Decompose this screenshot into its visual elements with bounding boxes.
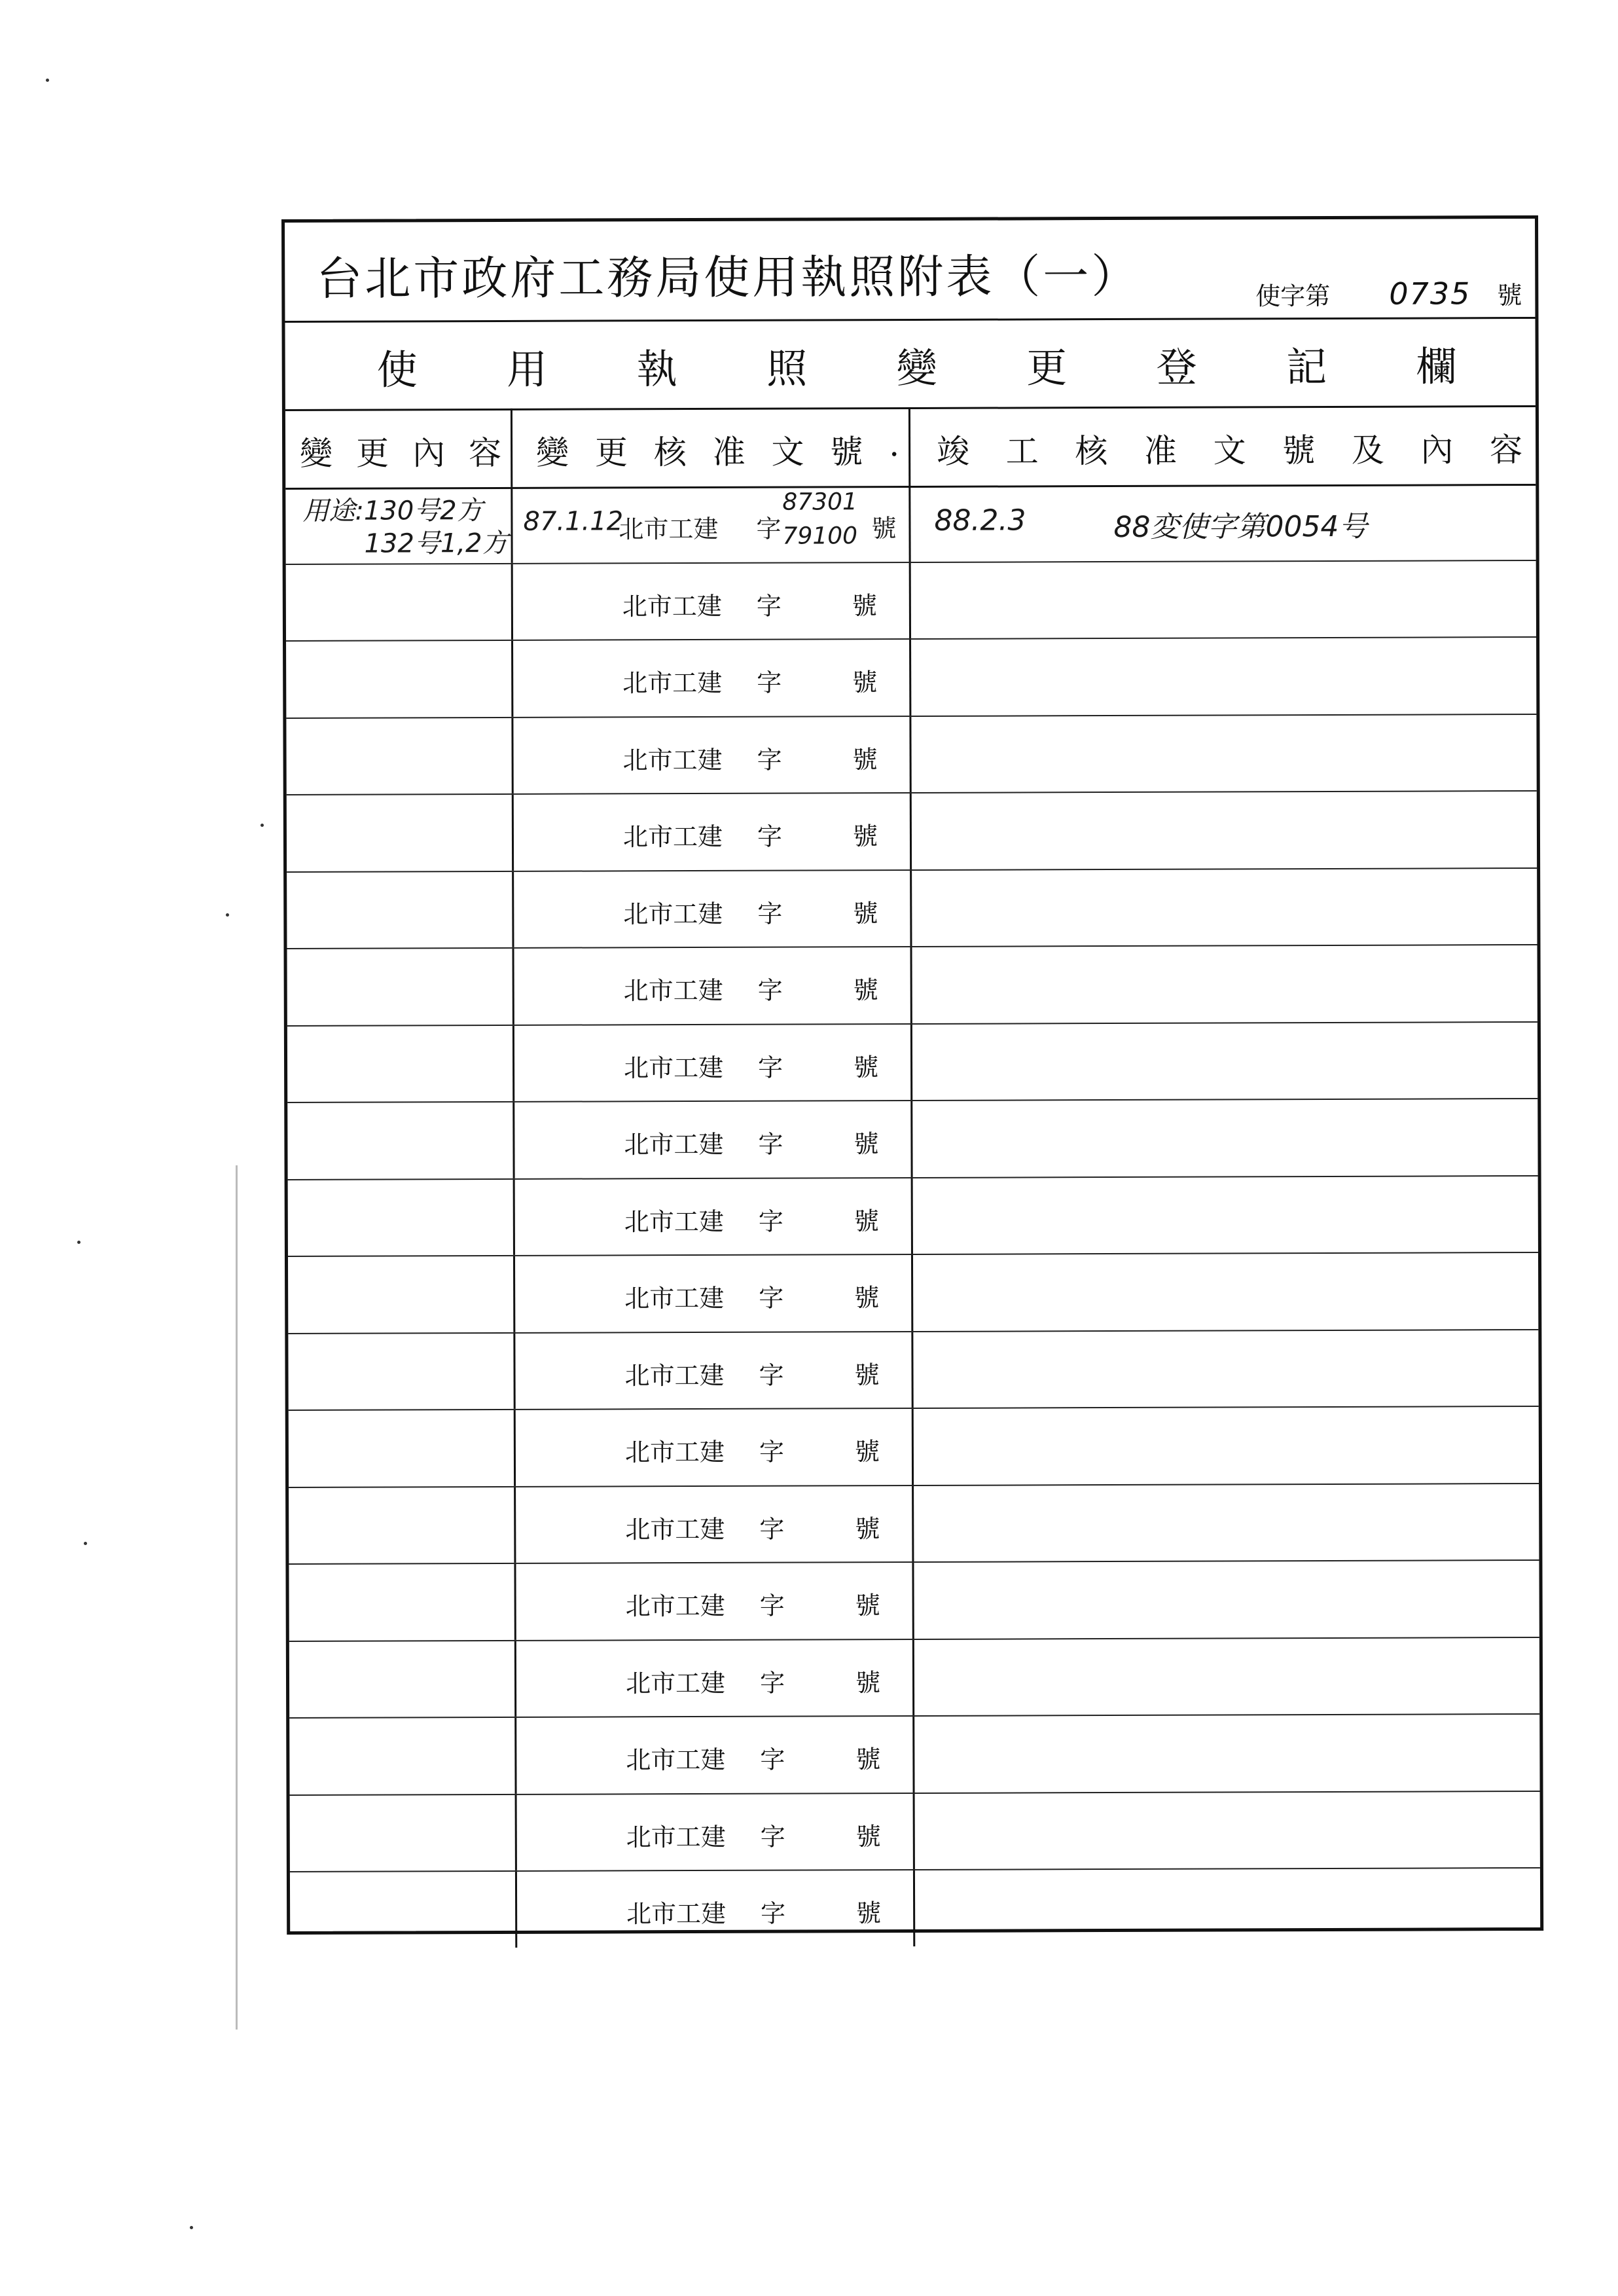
office-label: 北市工建 (624, 1283, 725, 1313)
cell-change-content[interactable] (287, 1025, 514, 1102)
cell-change-content[interactable] (286, 718, 513, 794)
cell-change-content[interactable] (288, 1333, 515, 1410)
cell-change-content[interactable] (287, 949, 514, 1025)
column-header-char: 容 (469, 433, 502, 473)
cell-approval-number[interactable] (516, 1639, 914, 1716)
column-header-char: 文 (1213, 431, 1246, 470)
handwritten-number-top: 87301 (782, 488, 857, 516)
office-label: 北市工建 (625, 1514, 725, 1544)
cell-completion-approval[interactable] (911, 714, 1536, 792)
column-header-char: 准 (1143, 431, 1178, 470)
license-number-value: 0735 (1389, 276, 1471, 312)
col-approval-number (512, 407, 910, 487)
handwritten-completion-date: 88.2.3 (934, 503, 1026, 538)
heading-char: 登 (1156, 343, 1197, 392)
scan-speck (77, 1241, 81, 1244)
zi-label: 字 (758, 1207, 783, 1236)
section-heading-row (285, 317, 1535, 411)
table-row (289, 1407, 1539, 1487)
table-row (287, 945, 1537, 1026)
cell-change-content[interactable] (289, 1410, 516, 1487)
cell-approval-number[interactable] (514, 870, 912, 947)
zi-label: 字 (757, 668, 782, 697)
hao-label: 號 (855, 1745, 881, 1774)
office-label: 北市工建 (622, 668, 723, 698)
cell-approval-number[interactable] (515, 1178, 913, 1254)
zi-label: 字 (760, 1822, 785, 1851)
heading-char: 記 (1285, 342, 1327, 392)
office-label: 北市工建 (626, 1899, 727, 1929)
cell-change-content[interactable] (288, 1179, 515, 1256)
cell-completion-approval[interactable] (913, 1330, 1538, 1407)
table-row (286, 560, 1536, 641)
cell-completion-approval (910, 484, 1536, 561)
column-header-char: 更 (356, 434, 389, 473)
hao-label: 號 (852, 668, 878, 697)
zi-label: 字 (756, 514, 782, 543)
table-row (287, 1022, 1537, 1102)
zi-label: 字 (759, 1591, 785, 1620)
office-label: 北市工建 (625, 1591, 725, 1621)
cell-approval-number[interactable] (514, 947, 912, 1024)
table-row (289, 1561, 1539, 1642)
cell-approval-number[interactable] (513, 716, 911, 793)
office-label: 北市工建 (626, 1745, 726, 1775)
office-label: 北市工建 (624, 1129, 724, 1159)
table-row (288, 1176, 1538, 1256)
handwritten-number-bottom: 79100 (782, 522, 858, 550)
cell-completion-approval[interactable] (912, 1022, 1537, 1099)
cell-completion-approval[interactable] (911, 560, 1536, 638)
zi-label: 字 (756, 591, 782, 621)
hao-label: 號 (852, 591, 877, 620)
cell-change-content[interactable] (289, 1487, 516, 1563)
office-label: 北市工建 (623, 975, 723, 1006)
office-label: 北市工建 (625, 1668, 726, 1698)
title-row (285, 219, 1535, 323)
license-appendix-form (281, 215, 1543, 1935)
handwritten-approval-date: 87.1.12 (523, 506, 624, 537)
cell-completion-approval[interactable] (915, 1791, 1540, 1868)
column-header-char: 容 (1490, 431, 1523, 469)
column-header-char: 號 (1282, 431, 1316, 470)
cell-completion-approval[interactable] (914, 1484, 1539, 1561)
zi-label: 字 (761, 1899, 786, 1928)
zi-label: 字 (760, 1745, 785, 1774)
column-header-row (285, 405, 1536, 490)
column-header-char: 變 (536, 433, 569, 472)
table-row (287, 868, 1537, 949)
zi-label: 字 (757, 822, 783, 851)
entry-rows (285, 484, 1540, 1931)
column-header-char: 核 (653, 433, 687, 472)
hao-label: 號 (871, 514, 897, 543)
cell-completion-approval[interactable] (914, 1715, 1539, 1792)
scan-speck (190, 2226, 193, 2229)
table-row (286, 638, 1536, 718)
cell-approval-number (512, 486, 910, 562)
table-row (287, 1099, 1537, 1180)
heading-char: 欄 (1416, 342, 1457, 391)
heading-char: 用 (507, 345, 548, 393)
hao-label: 號 (854, 1360, 880, 1389)
handwritten-content-line1: 用途:130号2方 (302, 496, 483, 526)
cell-change-content[interactable] (288, 1256, 515, 1333)
cell-approval-number[interactable] (517, 1793, 915, 1870)
cell-completion-approval[interactable] (912, 945, 1537, 1023)
cell-approval-number[interactable] (514, 1101, 912, 1178)
hao-label: 號 (854, 1052, 879, 1082)
cell-change-content (285, 487, 512, 564)
hao-label: 號 (855, 1591, 880, 1620)
section-heading (285, 334, 1536, 396)
cell-completion-approval[interactable] (914, 1637, 1539, 1715)
scan-speck (261, 824, 264, 827)
scan-speck (226, 913, 229, 917)
cell-completion-approval[interactable] (913, 1176, 1538, 1253)
license-number (1255, 275, 1522, 312)
table-row (285, 484, 1536, 564)
cell-approval-number[interactable] (513, 640, 911, 716)
zi-label: 字 (758, 1053, 783, 1082)
zi-label: 字 (759, 1668, 785, 1698)
column-header-char: 更 (594, 433, 628, 472)
zi-label: 字 (759, 1360, 784, 1390)
cell-change-content[interactable] (289, 1641, 516, 1717)
table-row (289, 1637, 1539, 1718)
column-header-char: 核 (1075, 432, 1108, 471)
cell-approval-number[interactable] (514, 793, 912, 870)
office-label: 北市工建 (622, 591, 722, 621)
license-number-suffix: 號 (1497, 281, 1522, 310)
zi-label: 字 (757, 899, 783, 928)
table-row (289, 1715, 1539, 1795)
hao-label: 號 (854, 1437, 880, 1467)
hao-label: 號 (854, 1129, 879, 1159)
column-header-char: 文 (771, 433, 804, 471)
form-title: 台北市政府工務局使用執照附表（一） (316, 249, 1140, 306)
office-label: 北市工建 (623, 899, 723, 928)
scan-speck (46, 79, 49, 82)
cell-completion-approval[interactable] (912, 1099, 1537, 1176)
cell-completion-approval[interactable] (914, 1561, 1539, 1638)
column-header-char: 內 (1420, 431, 1454, 469)
hao-label: 號 (852, 744, 878, 774)
cell-change-content[interactable] (289, 1564, 516, 1641)
column-header-completion-approval (910, 424, 1536, 473)
column-header-change-content (285, 427, 511, 475)
scan-margin-line (236, 1165, 238, 2030)
table-row (290, 1868, 1540, 1948)
table-row (287, 792, 1537, 872)
office-label: 北市工建 (624, 1437, 725, 1467)
cell-completion-approval[interactable] (915, 1868, 1540, 1946)
zi-label: 字 (757, 975, 783, 1005)
office-label: 北市工建 (624, 1207, 724, 1236)
column-header-char: 工 (1005, 432, 1039, 471)
hao-label: 號 (854, 1283, 880, 1313)
office-label: 北市工建 (626, 1822, 726, 1851)
cell-change-content[interactable] (286, 564, 513, 640)
zi-label: 字 (758, 1129, 783, 1159)
col-completion-approval (910, 405, 1536, 486)
cell-approval-number[interactable] (514, 1024, 912, 1101)
column-header-char: 內 (412, 434, 446, 473)
table-row (288, 1253, 1538, 1334)
hao-label: 號 (854, 1206, 879, 1235)
cell-completion-approval[interactable] (914, 1407, 1539, 1484)
table-row (288, 1330, 1538, 1410)
zi-label: 字 (759, 1514, 785, 1544)
cell-approval-number[interactable] (516, 1485, 914, 1562)
cell-approval-number[interactable] (513, 562, 911, 639)
cell-change-content[interactable] (287, 795, 514, 871)
hao-label: 號 (853, 975, 878, 1005)
zi-label: 字 (759, 1437, 785, 1467)
cell-completion-approval[interactable] (913, 1253, 1538, 1330)
cell-approval-number[interactable] (516, 1717, 914, 1793)
zi-label: 字 (759, 1283, 784, 1313)
table-row (286, 714, 1536, 795)
office-label: 北市工建 (622, 745, 723, 774)
handwritten-content-line2: 132号1,2方 (364, 528, 509, 559)
cell-change-content[interactable] (287, 871, 514, 948)
column-header-char: 竣 (937, 432, 970, 471)
office-label: 北市工建 (619, 514, 719, 544)
cell-change-content[interactable] (286, 641, 513, 718)
column-header-char: 准 (712, 433, 746, 471)
heading-char: 照 (766, 344, 808, 393)
cell-completion-approval[interactable] (912, 868, 1537, 945)
cell-approval-number[interactable] (517, 1870, 915, 1947)
column-header-char: 及 (1351, 431, 1384, 469)
hao-label: 號 (852, 822, 878, 851)
heading-char: 使 (376, 346, 418, 394)
cell-approval-number[interactable] (515, 1332, 913, 1408)
hao-label: 號 (856, 1899, 882, 1928)
cell-approval-number[interactable] (515, 1255, 913, 1332)
cell-completion-approval[interactable] (912, 792, 1537, 869)
cell-change-content[interactable] (290, 1795, 517, 1871)
office-label: 北市工建 (624, 1360, 725, 1390)
column-header-char: . (889, 426, 900, 464)
license-number-prefix: 使字第 (1255, 281, 1331, 311)
cell-approval-number[interactable] (516, 1563, 914, 1639)
table-row (290, 1791, 1540, 1872)
heading-char: 執 (636, 345, 677, 393)
hao-label: 號 (855, 1821, 881, 1851)
cell-completion-approval[interactable] (911, 638, 1536, 715)
column-header-approval-number (512, 426, 908, 474)
hao-label: 號 (853, 898, 878, 928)
cell-change-content[interactable] (289, 1718, 516, 1795)
table-row (289, 1484, 1539, 1564)
handwritten-completion-ref: 88変使字第0054号 (1113, 509, 1368, 545)
column-header-char: 號 (830, 433, 863, 471)
scan-speck (84, 1542, 87, 1545)
cell-change-content[interactable] (290, 1872, 517, 1948)
office-label: 北市工建 (622, 822, 723, 852)
col-change-content (285, 409, 512, 488)
cell-approval-number[interactable] (516, 1409, 914, 1485)
heading-char: 變 (896, 344, 937, 393)
column-header-char: 變 (300, 434, 333, 473)
office-label: 北市工建 (624, 1053, 724, 1082)
cell-change-content[interactable] (287, 1102, 514, 1179)
zi-label: 字 (757, 745, 782, 774)
hao-label: 號 (855, 1667, 881, 1697)
heading-char: 更 (1026, 344, 1068, 392)
hao-label: 號 (855, 1514, 880, 1543)
